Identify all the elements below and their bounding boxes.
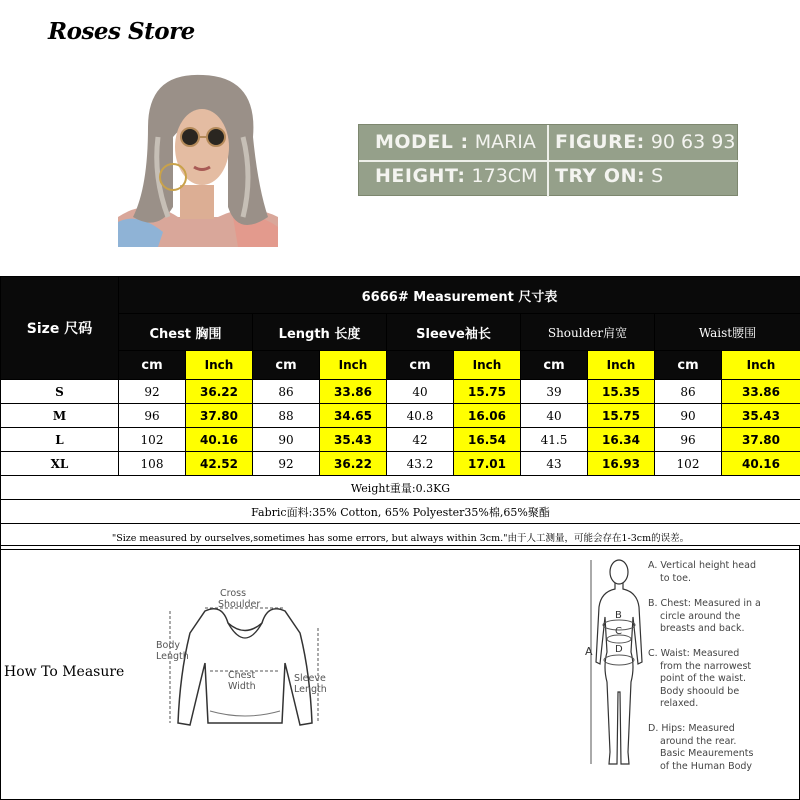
- instruction-line: from the narrowest: [660, 660, 752, 672]
- brand-logo: Roses Store: [48, 18, 195, 45]
- fabric-row: Fabric面料:35% Cotton, 65% Polyester35%棉,65%聚酯: [1, 500, 800, 524]
- body-figure-diagram: [585, 552, 645, 782]
- value-cell: 108: [119, 452, 186, 476]
- unit-cm: cm: [119, 351, 186, 380]
- instruction-line: Body shoould be: [660, 685, 740, 697]
- model-height: [375, 165, 537, 187]
- value-cell: 102: [119, 428, 186, 452]
- value-cell: 42.52: [186, 452, 253, 476]
- model-height-value: 173CM: [471, 165, 538, 187]
- table-row: [1, 404, 800, 428]
- model-figure-label: FIGURE:: [555, 131, 645, 153]
- value-cell: 33.86: [722, 380, 800, 404]
- instruction-c: [648, 648, 751, 711]
- value-cell: 86: [655, 380, 722, 404]
- body-length-label-2: Length: [156, 651, 189, 662]
- card-divider-horizontal: [359, 160, 739, 162]
- model-figure: [555, 131, 735, 153]
- size-cell: S: [1, 380, 119, 404]
- sleeve-length-label: Sleeve: [294, 673, 326, 684]
- unit-cm: cm: [521, 351, 588, 380]
- value-cell: 16.34: [588, 428, 655, 452]
- unit-inch: Inch: [588, 351, 655, 380]
- value-cell: 86: [253, 380, 320, 404]
- instruction-d: [648, 723, 753, 773]
- model-height-label: HEIGHT:: [375, 165, 466, 187]
- figure-letter-a: A: [585, 645, 593, 658]
- size-cell: XL: [1, 452, 119, 476]
- model-tryon-label: TRY ON:: [555, 165, 646, 187]
- value-cell: 35.43: [320, 428, 387, 452]
- model-name-value: MARIA: [474, 131, 536, 153]
- instruction-line: breasts and back.: [660, 623, 745, 634]
- value-cell: 34.65: [320, 404, 387, 428]
- cross-shoulder-label-2: Shoulder: [218, 599, 261, 610]
- measurement-note: "Size measured by ourselves,sometimes has some errors, but always within 3cm."由于人工测量，可能会存在1-3cm的误差。: [1, 524, 800, 550]
- instruction-line: Basic Meaurements: [660, 748, 754, 759]
- instruction-line: A. Vertical height head: [648, 560, 756, 571]
- value-cell: 40.16: [186, 428, 253, 452]
- value-cell: 96: [655, 428, 722, 452]
- value-cell: 88: [253, 404, 320, 428]
- instruction-line: to toe.: [660, 572, 691, 584]
- col-header-length: Length 长度: [253, 314, 387, 351]
- value-cell: 90: [655, 404, 722, 428]
- size-cell: M: [1, 404, 119, 428]
- chart-title: 6666# Measurement 尺寸表: [119, 277, 800, 314]
- table-row: [1, 380, 800, 404]
- instruction-a: [648, 560, 756, 585]
- model-figure-value: 90 63 93: [650, 131, 736, 153]
- value-cell: 36.22: [186, 380, 253, 404]
- figure-letter-b: B: [615, 610, 622, 621]
- value-cell: 15.75: [454, 380, 521, 404]
- value-cell: 96: [119, 404, 186, 428]
- col-header-shoulder: Shoulder肩宽: [521, 314, 655, 351]
- instruction-line: circle around the: [660, 610, 741, 622]
- sleeve-length-label-2: Length: [294, 684, 327, 695]
- value-cell: 92: [119, 380, 186, 404]
- chest-width-label-2: Width: [228, 681, 256, 692]
- value-cell: 16.54: [454, 428, 521, 452]
- value-cell: 40: [521, 404, 588, 428]
- value-cell: 40: [387, 380, 454, 404]
- value-cell: 35.43: [722, 404, 800, 428]
- model-info-card: [358, 124, 738, 196]
- unit-inch: Inch: [454, 351, 521, 380]
- value-cell: 43.2: [387, 452, 454, 476]
- instruction-line: C. Waist: Measured: [648, 648, 740, 659]
- value-cell: 102: [655, 452, 722, 476]
- value-cell: 16.93: [588, 452, 655, 476]
- value-cell: 17.01: [454, 452, 521, 476]
- figure-letter-d: D: [615, 644, 623, 655]
- chest-width-label: Chest: [228, 670, 256, 681]
- instruction-line: D. Hips: Measured: [648, 723, 735, 734]
- unit-inch: Inch: [722, 351, 800, 380]
- value-cell: 43: [521, 452, 588, 476]
- value-cell: 33.86: [320, 380, 387, 404]
- figure-letter-c: C: [615, 626, 622, 637]
- value-cell: 36.22: [320, 452, 387, 476]
- table-row: [1, 452, 800, 476]
- instruction-line: of the Human Body: [660, 760, 753, 772]
- value-cell: 15.75: [588, 404, 655, 428]
- value-cell: 37.80: [722, 428, 800, 452]
- unit-cm: cm: [253, 351, 320, 380]
- unit-inch: Inch: [320, 351, 387, 380]
- instruction-line: around the rear.: [660, 735, 737, 747]
- body-length-label: Body: [156, 640, 180, 651]
- instruction-line: B. Chest: Measured in a: [648, 598, 761, 609]
- weight-row: Weight重量:0.3KG: [1, 476, 800, 500]
- value-cell: 37.80: [186, 404, 253, 428]
- cross-shoulder-label: Cross: [220, 588, 247, 599]
- model-tryon-value: S: [651, 165, 664, 187]
- value-cell: 39: [521, 380, 588, 404]
- unit-cm: cm: [655, 351, 722, 380]
- instruction-b: [648, 598, 761, 636]
- col-header-chest: Chest 胸围: [119, 314, 253, 351]
- model-tryon: [555, 165, 663, 187]
- table-row: [1, 428, 800, 452]
- value-cell: 42: [387, 428, 454, 452]
- col-header-waist: Waist腰围: [655, 314, 800, 351]
- how-to-measure-label: How To Measure: [4, 664, 125, 680]
- size-cell: L: [1, 428, 119, 452]
- instruction-line: point of the waist.: [660, 673, 746, 684]
- size-header: Size 尺码: [1, 277, 119, 380]
- value-cell: 16.06: [454, 404, 521, 428]
- value-cell: 41.5: [521, 428, 588, 452]
- size-chart-table: [0, 276, 800, 550]
- value-cell: 92: [253, 452, 320, 476]
- value-cell: 15.35: [588, 380, 655, 404]
- instruction-line: relaxed.: [660, 698, 699, 709]
- value-cell: 90: [253, 428, 320, 452]
- model-name-label: MODEL :: [375, 131, 469, 153]
- unit-cm: cm: [387, 351, 454, 380]
- shirt-diagram: [150, 583, 340, 743]
- value-cell: 40.8: [387, 404, 454, 428]
- col-header-sleeve: Sleeve袖长: [387, 314, 521, 351]
- model-name: [375, 131, 536, 153]
- value-cell: 40.16: [722, 452, 800, 476]
- model-photo: [118, 67, 278, 247]
- unit-inch: Inch: [186, 351, 253, 380]
